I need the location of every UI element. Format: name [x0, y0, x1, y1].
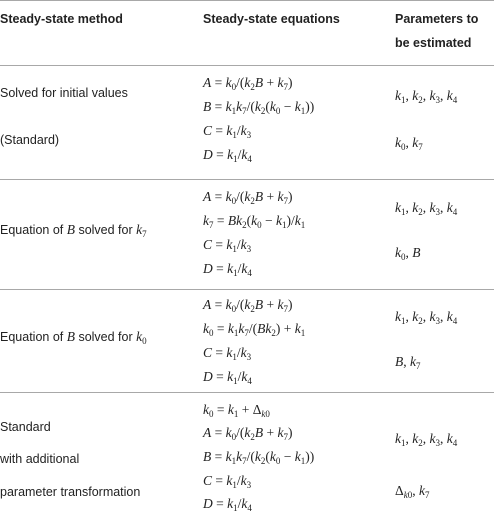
- equation-cell: $D = k_1/k_4$: [203, 261, 252, 278]
- row-divider-3: [0, 392, 494, 393]
- method-cell-line: Solved for initial values: [0, 86, 128, 100]
- method-cell-line: Equation of B solved for $k_7$: [0, 222, 147, 239]
- method-cell-line: Equation of B solved for $k_0$: [0, 329, 147, 346]
- params-cell: $k_0$, B: [395, 245, 421, 262]
- equation-cell: $C = k_1/k_3$: [203, 237, 252, 254]
- params-cell: $\Delta_{k0}$, $k_7$: [395, 483, 430, 500]
- header-params-line2: be estimated: [395, 36, 472, 50]
- equation-cell: $k_0 = k_1k_7/(Bk_2) + k_1$: [203, 321, 306, 338]
- equation-cell: $D = k_1/k_4$: [203, 496, 252, 513]
- params-cell: $k_0$, $k_7$: [395, 135, 423, 152]
- equation-cell: $C = k_1/k_3$: [203, 345, 252, 362]
- equation-cell: $B = k_1k_7/(k_2(k_0 - k_1))$: [203, 449, 315, 466]
- row-divider-1: [0, 179, 494, 180]
- params-cell: $k_1$, $k_2$, $k_3$, $k_4$: [395, 431, 458, 448]
- equation-cell: $A = k_0/(k_2B + k_7)$: [203, 75, 293, 92]
- method-cell-line: parameter transformation: [0, 485, 141, 499]
- method-cell-line: with additional: [0, 452, 80, 466]
- equation-cell: $D = k_1/k_4$: [203, 147, 252, 164]
- params-cell: $k_1$, $k_2$, $k_3$, $k_4$: [395, 200, 458, 217]
- params-cell: B, $k_7$: [395, 354, 421, 371]
- table-top-rule: [0, 0, 494, 1]
- header-rule: [0, 65, 494, 66]
- equation-cell: $A = k_0/(k_2B + k_7)$: [203, 425, 293, 442]
- header-equations: Steady-state equations: [203, 12, 340, 26]
- equation-cell: $A = k_0/(k_2B + k_7)$: [203, 297, 293, 314]
- params-cell: $k_1$, $k_2$, $k_3$, $k_4$: [395, 88, 458, 105]
- equation-cell: $C = k_1/k_3$: [203, 473, 252, 490]
- equation-cell: $k_0 = k_1 + \Delta_{k0}$: [203, 402, 270, 419]
- equation-cell: $D = k_1/k_4$: [203, 369, 252, 386]
- header-method: Steady-state method: [0, 12, 123, 26]
- method-cell-line: (Standard): [0, 133, 60, 147]
- equation-cell: $C = k_1/k_3$: [203, 123, 252, 140]
- header-params-line1: Parameters to: [395, 12, 479, 26]
- equation-cell: $k_7 = Bk_2(k_0 - k_1)/k_1$: [203, 213, 306, 230]
- equation-cell: $A = k_0/(k_2B + k_7)$: [203, 189, 293, 206]
- equation-cell: $B = k_1k_7/(k_2(k_0 - k_1))$: [203, 99, 315, 116]
- method-cell-line: Standard: [0, 420, 51, 434]
- params-cell: $k_1$, $k_2$, $k_3$, $k_4$: [395, 309, 458, 326]
- row-divider-2: [0, 289, 494, 290]
